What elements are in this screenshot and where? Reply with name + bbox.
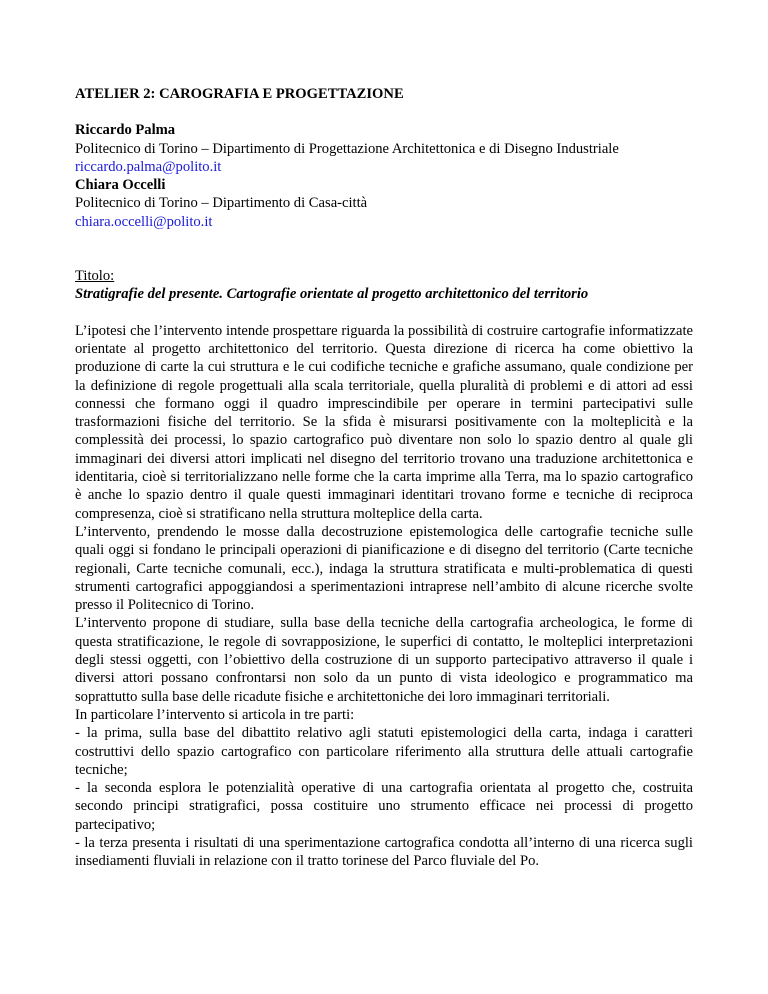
author-email-link[interactable]: riccardo.palma@polito.it bbox=[75, 158, 222, 175]
body-paragraph: L’intervento, prendendo le mosse dalla decostruzione epistemologica delle cartografie tecniche sulle quali oggi si fondano le principali operazioni di pianificazione e di disegno del territorio (Carte tecniche regionali, Carte tecniche comunali, ecc.), indaga la struttura stratificata e multi-problematica di questi strumenti cartografici appoggiandosi a sperimentazioni intraprese nell’ambito di alcune ricerche svolte presso il Politecnico di Torino. bbox=[75, 523, 693, 614]
list-item: - la prima, sulla base del dibattito relativo agli statuti epistemologici della carta, indaga i caratteri costruttivi dello spazio cartografico con particolare riferimento alla struttura delle attuali cartografie tecniche; bbox=[75, 725, 693, 778]
authors-block bbox=[75, 121, 693, 231]
author-name: Riccardo Palma bbox=[75, 122, 176, 139]
body-paragraph: L’intervento propone di studiare, sulla base della tecniche della cartografia archeologica, le forme di questa stratificazione, le regole di sovrapposizione, le superfici di contatto, le molteplici interpretazioni degli stessi oggetti, con l’obiettivo della costruzione di un supporto partecipativo attraverso il quale i diversi attori possano confrontarsi non solo da un punto di vista ideologico e programmatico ma soprattutto sulla base delle ricadute fisiche e architettoniche dei loro immaginari territoriali. bbox=[75, 615, 693, 705]
document-page bbox=[75, 85, 693, 871]
author-name: Chiara Occelli bbox=[75, 177, 166, 194]
list-item: - la seconda esplora le potenzialità operative di una cartografia orientata al progetto che, costruita secondo principi stratigrafici, possa costituire uno strumento efficace nei processi di progetto partecipativo; bbox=[75, 780, 693, 833]
body-paragraph: In particolare l’intervento si articola in tre parti: bbox=[75, 706, 355, 723]
abstract-body bbox=[75, 322, 693, 871]
spacer bbox=[75, 304, 693, 322]
author-affiliation: Politecnico di Torino – Dipartimento di Progettazione Architettonica e di Disegno Industriale bbox=[75, 140, 619, 157]
spacer bbox=[75, 103, 693, 121]
body-paragraph: L’ipotesi che l’intervento intende prospettare riguarda la possibilità di costruire cartografie informatizzate orientate al progetto architettonico del territorio. Questa direzione di ricerca ha come obiettivo la produzione di carte la cui struttura e le cui codifiche tecniche e grafiche assumano, quale condizione per la definizione di regole progettuali alla scala territoriale, quella pluralità di problemi e di attori ad essi connessi che formano oggi il quadro imprescindibile per operare in termini partecipativi sulle trasformazioni fisiche del territorio. Se la sfida è misurarsi positivamente con la molteplicità e la complessità dei processi, lo spazio cartografico può diventare non solo lo spazio dentro al quale gli immaginari dei diversi attori implicati nel disegno del territorio trovano una traduzione architettonica e identitaria, cioè si territorializzano nelle forme che la carta imprime alla Terra, ma lo spazio cartografico è anche lo spazio dentro il quale questi immaginari identitari trovano forme e tecniche di reciproca compresenza, cioè si stratificano nella struttura molteplice della carta. bbox=[75, 322, 693, 522]
author-affiliation: Politecnico di Torino – Dipartimento di Casa-città bbox=[75, 195, 368, 212]
list-item: - la terza presenta i risultati di una sperimentazione cartografica condotta all’interno di una ricerca sugli insediamenti fluviali in relazione con il tratto torinese del Parco fluviale del Po. bbox=[75, 834, 693, 870]
paper-title: Stratigrafie del presente. Cartografie orientate al progetto architettonico del territorio bbox=[75, 286, 589, 303]
atelier-heading: ATELIER 2: CAROGRAFIA E PROGETTAZIONE bbox=[75, 86, 404, 102]
spacer bbox=[75, 231, 693, 267]
title-label: Titolo: bbox=[75, 268, 115, 285]
author-email-link[interactable]: chiara.occelli@polito.it bbox=[75, 213, 213, 230]
